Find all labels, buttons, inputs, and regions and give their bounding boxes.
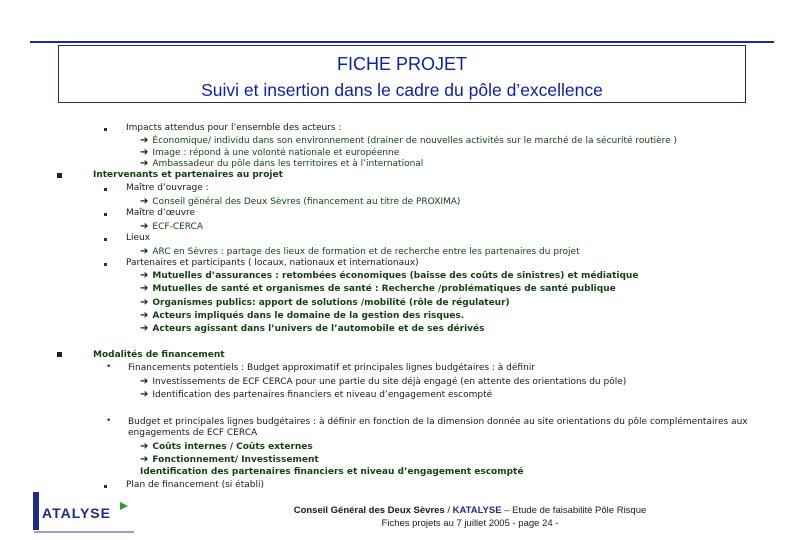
arrow-icon: ➔ [140,297,149,308]
section-heading: Intervenants et partenaires au projet [93,170,283,180]
page-title: FICHE PROJET [336,54,467,74]
bullet-small [104,188,107,191]
arrow-icon: ➔ [140,376,149,387]
arrow-icon: ➔ [140,196,149,207]
list-item: ➔ Conseil général des Deux Sèvres (financement au titre de PROXIMA) [140,196,461,207]
bullet-square [57,352,62,357]
budget-note: Identification des partenaires financiers et niveau d’engagement escompté [140,467,524,477]
list-item: ➔ Investissements de ECF CERCA pour une partie du site déjà engagé (en attente des orientations du pôle) [140,376,627,387]
arrow-icon: ➔ [140,246,149,257]
footer-line2: Fiches projets au 7 juillet 2005 - page 24 - [381,518,559,529]
list-item: ➔ Mutuelles d’assurances : retombées économiques (baisse des coûts de sinistres) et médiatique [140,270,639,281]
bullet-dot: • [106,362,112,372]
arrow-icon: ➔ [140,221,149,232]
impacts-label: Impacts attendus pour l’ensemble des acteurs : [126,123,342,133]
maitre-oeuvre-label: Maître d’œuvre [126,208,196,218]
financements-label: Financements potentiels : Budget approximatif et principales lignes budgétaires : à définir [128,363,536,373]
list-item: ➔ Identification des partenaires financiers et niveau d’engagement escompté [140,389,493,400]
bullet-small [104,263,107,266]
katalyse-logo [30,488,140,536]
bullet-square [57,173,62,178]
list-item: ➔ Économique/ individu dans son environnement (drainer de nouvelles activités sur le marché de la sécurité routière ) [140,135,678,146]
arrow-icon: ➔ [140,310,149,321]
budget-line: engagements de ECF CERCA [128,428,258,438]
list-item: ➔ Ambassadeur du pôle dans les territoires et à l’international [140,158,424,169]
arrow-icon: ➔ [140,283,149,294]
list-item: ➔ Coûts internes / Coûts externes [140,441,313,452]
section-heading: Modalités de financement [93,350,225,360]
bullet-small [104,128,107,131]
top-rule [30,41,774,43]
maitre-ouvrage-label: Maître d’ouvrage : [126,183,209,193]
arrow-icon: ➔ [140,135,149,146]
list-item: ➔ Image : répond à une volonté nationale et européenne [140,147,400,158]
arrow-icon: ➔ [140,270,149,281]
budget-line: Budget et principales lignes budgétaires : à définir en fonction de la dimension donnée au site orientations du pôle complémentaires aux [128,417,748,427]
bullet-dot: • [106,416,112,426]
list-item: ➔ ECF-CERCA [140,221,204,232]
footer-line1: Conseil Général des Deux Sèvres / KATALYSE – Etude de faisabilité Pôle Risque [293,505,647,516]
lieux-label: Lieux [126,233,151,243]
plan-label: Plan de financement (si établi) [126,480,264,490]
list-item: ➔ Organismes publics: apport de solutions /mobilité (rôle de régulateur) [140,297,510,308]
bullet-small [104,213,107,216]
list-item: ➔ Fonctionnement/ Investissement [140,454,319,465]
list-item: ➔ Acteurs impliqués dans le domaine de la gestion des risques. [140,310,465,321]
bullet-small [104,238,107,241]
list-item: ➔ Mutuelles de santé et organismes de santé : Recherche /problématiques de santé publique [140,283,616,294]
list-item: ➔ ARC en Sèvres : partage des lieux de formation et de recherche entre les partenaires du projet [140,246,580,257]
svg-text:ATALYSE: ATALYSE [42,505,111,521]
page-subtitle: Suivi et insertion dans le cadre du pôle d’excellence [201,80,603,100]
partenaires-label: Partenaires et participants ( locaux, nationaux et internationaux) [126,258,419,268]
arrow-icon: ➔ [140,441,149,452]
list-item: ➔ Acteurs agissant dans l’univers de l’automobile et de ses dérivés [140,323,485,334]
arrow-icon: ➔ [140,323,149,334]
arrow-icon: ➔ [140,147,149,158]
arrow-icon: ➔ [140,389,149,400]
arrow-icon: ➔ [140,454,149,465]
arrow-icon: ➔ [140,158,149,169]
